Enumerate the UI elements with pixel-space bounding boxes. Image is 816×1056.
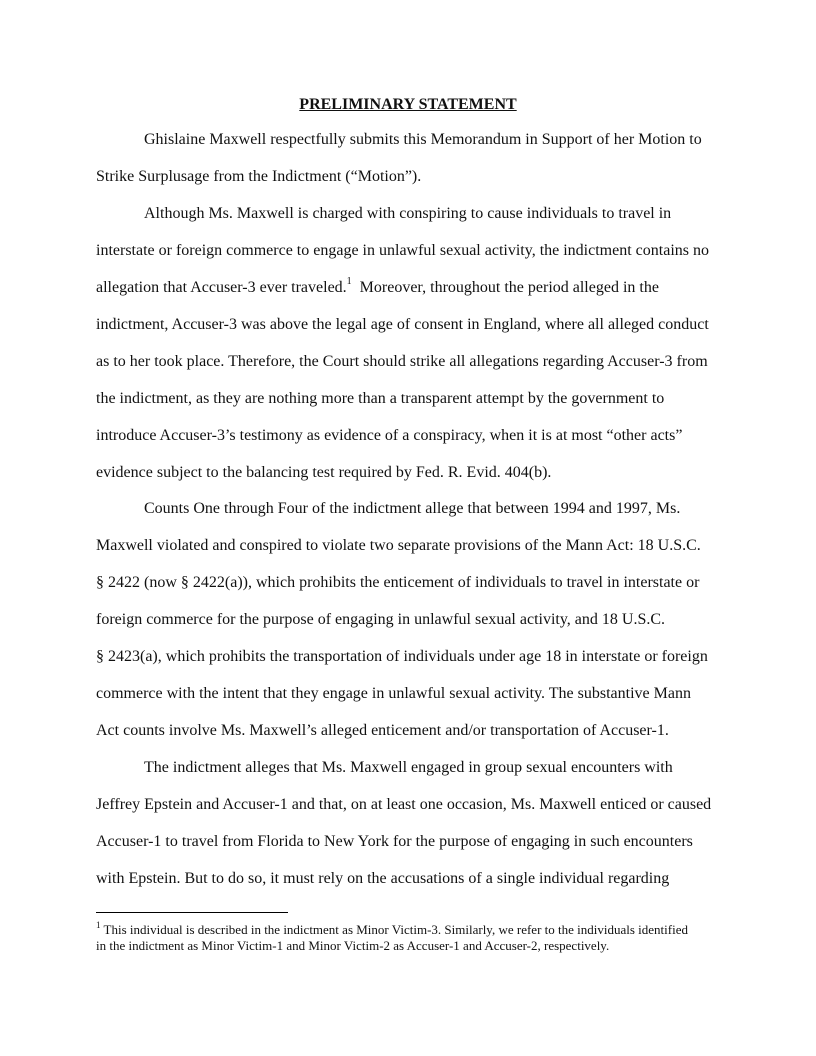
body-line: the indictment, as they are nothing more than a transparent attempt by the government to (96, 390, 665, 407)
body-text: Moreover, throughout the period alleged in the (359, 279, 659, 296)
body-line: Act counts involve Ms. Maxwell’s alleged enticement and/or transportation of Accuser-1. (96, 722, 669, 739)
body-line: The indictment alleges that Ms. Maxwell engaged in group sexual encounters with (144, 759, 673, 776)
body-line-with-footnote (96, 277, 659, 299)
body-line: Accuser-1 to travel from Florida to New York for the purpose of engaging in such encounters (96, 833, 693, 850)
body-line: Ghislaine Maxwell respectfully submits this Memorandum in Support of her Motion to (144, 131, 702, 148)
body-line: evidence subject to the balancing test required by Fed. R. Evid. 404(b). (96, 464, 552, 481)
body-line: Maxwell violated and conspired to violate two separate provisions of the Mann Act: 18 U.S.C. (96, 537, 701, 554)
footnote-reference: 1 (346, 275, 352, 287)
body-line: indictment, Accuser-3 was above the legal age of consent in England, where all alleged conduct (96, 316, 709, 333)
body-line: Although Ms. Maxwell is charged with conspiring to cause individuals to travel in (144, 205, 672, 222)
body-line: Jeffrey Epstein and Accuser-1 and that, on at least one occasion, Ms. Maxwell enticed or caused (96, 796, 712, 813)
body-line: interstate or foreign commerce to engage in unlawful sexual activity, the indictment contains no (96, 242, 709, 259)
footnote-text: This individual is described in the indictment as Minor Victim-3. Similarly, we refer to the individuals identified (103, 922, 688, 937)
body-line: with Epstein. But to do so, it must rely on the accusations of a single individual regarding (96, 870, 670, 887)
footnote-line: in the indictment as Minor Victim-1 and Minor Victim-2 as Accuser-1 and Accuser-2, respectively. (96, 938, 610, 953)
body-line: Counts One through Four of the indictment allege that between 1994 and 1997, Ms. (144, 500, 681, 517)
body-line: as to her took place. Therefore, the Court should strike all allegations regarding Accuser-3 from (96, 353, 708, 370)
body-line: § 2422 (now § 2422(a)), which prohibits the enticement of individuals to travel in interstate or (96, 574, 700, 591)
body-text: allegation that Accuser-3 ever traveled. (96, 279, 347, 296)
footnote-marker: 1 (96, 919, 101, 930)
body-line: foreign commerce for the purpose of engaging in unlawful sexual activity, and 18 U.S.C. (96, 611, 666, 628)
footnote-divider (96, 912, 288, 913)
body-line: § 2423(a), which prohibits the transportation of individuals under age 18 in interstate or foreign (96, 648, 708, 665)
body-line: commerce with the intent that they engage in unlawful sexual activity. The substantive Mann (96, 685, 691, 702)
section-heading: PRELIMINARY STATEMENT (299, 96, 517, 113)
body-line: introduce Accuser-3’s testimony as evidence of a conspiracy, when it is at most “other acts” (96, 427, 683, 444)
body-line: Strike Surplusage from the Indictment (“Motion”). (96, 168, 422, 185)
